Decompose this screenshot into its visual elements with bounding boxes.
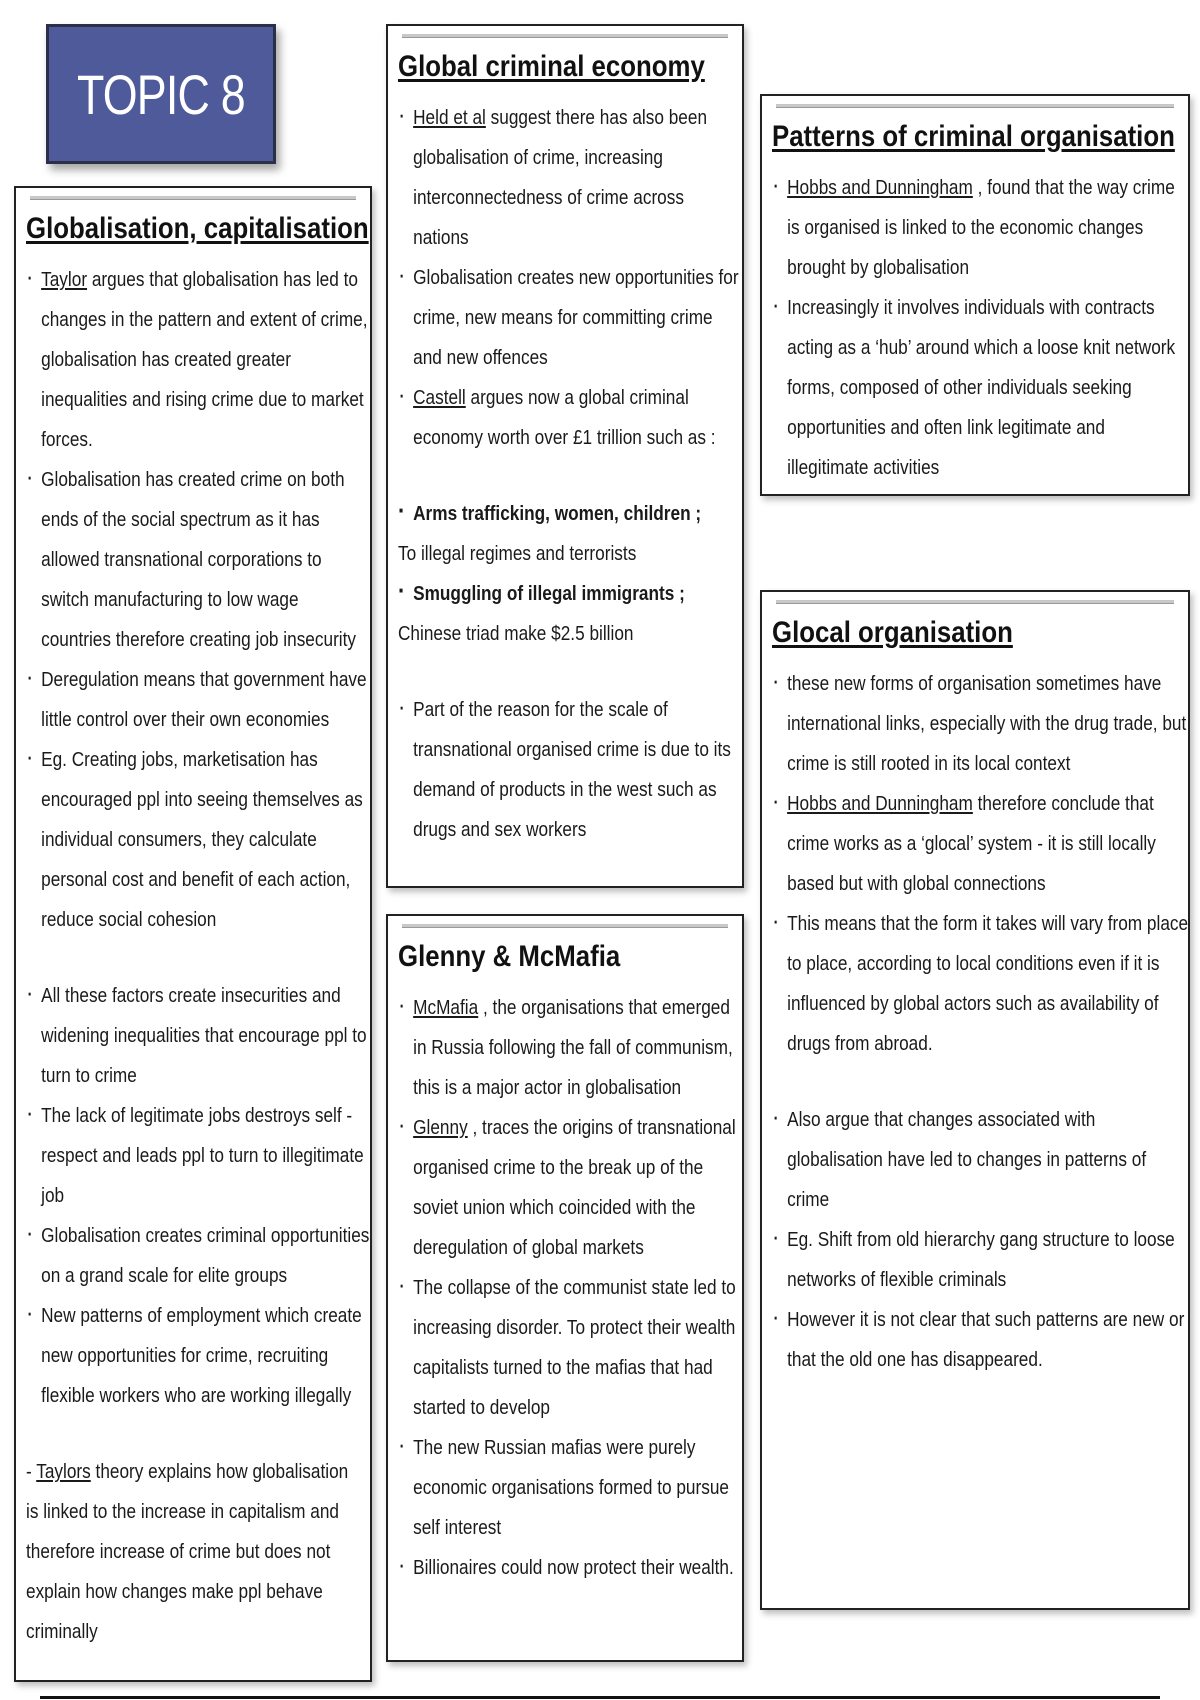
list-item: · Eg. Creating jobs, marketisation has encouraged ppl into seeing themselves as individual consumers, they calculate personal cost and benefit of each action, reduce social cohesion — [26, 740, 372, 940]
list-item: · Castell argues now a global criminal economy worth over £1 trillion such as : — [398, 378, 744, 458]
author-name: Held et al — [413, 106, 486, 129]
sub-text: To illegal regimes and terrorists — [398, 542, 637, 565]
bullet-list — [772, 1100, 1185, 1380]
list-item: · Taylor argues that globalisation has led to changes in the pattern and extent of crime, globalisation has created greater inequalities and rising crime due to market forces. — [26, 260, 372, 460]
bullet-list — [772, 168, 1178, 488]
list-item: · Globalisation has created crime on both ends of the social spectrum as it has allowed transnational corporations to switch manufacturing to low wage countries therefore creating job insecurity — [26, 460, 372, 660]
panel-divider — [30, 196, 356, 200]
panel-patterns-criminal-organisation — [760, 94, 1190, 496]
panel-title: Patterns of criminal organisation — [772, 120, 1175, 153]
panel-divider — [402, 924, 728, 928]
list-item: · Glenny , traces the origins of transnational organised crime to the break up of the soviet union which coincided with the deregulation of global markets — [398, 1108, 744, 1268]
list-item: · The collapse of the communist state led to increasing disorder. To protect their wealth capitalists turned to the mafias that had started to develop — [398, 1268, 744, 1428]
panel-title: Globalisation, capitalisation — [26, 212, 369, 245]
bullet-list — [398, 988, 736, 1588]
bullet-list — [398, 494, 732, 534]
author-name: Castell — [413, 386, 466, 409]
list-item: · Also argue that changes associated with globalisation have led to changes in patterns of crime — [772, 1100, 1190, 1220]
author-name: McMafia — [413, 996, 479, 1019]
bullet-list — [772, 664, 1189, 1064]
bullet-list — [26, 976, 370, 1416]
list-item: · New patterns of employment which create new opportunities for crime, recruiting flexible workers who are working illegally — [26, 1296, 372, 1416]
list-item: · The new Russian mafias were purely economic organisations formed to pursue self interest — [398, 1428, 744, 1548]
list-item: · Deregulation means that government have little control over their own economies — [26, 660, 372, 740]
panel-divider — [402, 34, 728, 38]
topic-heading-box — [46, 24, 276, 164]
bottom-divider — [40, 1696, 1160, 1699]
list-item: · Part of the reason for the scale of transnational organised crime is due to its demand of products in the west such as drugs and sex workers — [398, 690, 744, 850]
author-name: Hobbs and Dunningham — [787, 792, 973, 815]
list-item: · Smuggling of illegal immigrants ; — [398, 574, 744, 614]
evaluation-text: - Taylors theory explains how globalisation is linked to the increase in capitalism and therefore increase of crime but does not explain how changes make ppl behave criminally — [26, 1460, 349, 1643]
author-name: Taylor — [41, 268, 88, 291]
list-item: · Globalisation creates new opportunities for crime, new means for committing crime and new offences — [398, 258, 744, 378]
panel-glenny-mcmafia — [386, 914, 744, 1662]
list-item: · Increasingly it involves individuals with contracts acting as a ‘hub’ around which a loose knit network forms, composed of other individuals seeking opportunities and often link legitimate and illegitimate activities — [772, 288, 1190, 488]
list-item: · Globalisation creates criminal opportunities on a grand scale for elite groups — [26, 1216, 372, 1296]
list-item: · Hobbs and Dunningham , found that the way crime is organised is linked to the economic changes brought by globalisation — [772, 168, 1190, 288]
list-item: · Held et al suggest there has also been globalisation of crime, increasing interconnectedness of crime across nations — [398, 98, 744, 258]
bullet-list — [26, 260, 368, 940]
list-item: · Hobbs and Dunningham therefore conclude that crime works as a ‘glocal’ system - it is still locally based but with global connections — [772, 784, 1190, 904]
author-name: Taylors — [36, 1460, 91, 1483]
panel-title: Global criminal economy — [398, 50, 705, 83]
list-item: · However it is not clear that such patterns are new or that the old one has disappeared. — [772, 1300, 1190, 1380]
author-name: Hobbs and Dunningham — [787, 176, 973, 199]
panel-glocal-organisation — [760, 590, 1190, 1610]
panel-divider — [776, 600, 1174, 604]
panel-divider — [776, 104, 1174, 108]
list-item: · This means that the form it takes will vary from place to place, according to local conditions even if it is influenced by global actors such as availability of drugs from abroad. — [772, 904, 1190, 1064]
list-item: · these new forms of organisation sometimes have international links, especially with the drug trade, but crime is still rooted in its local context — [772, 664, 1190, 784]
list-item: · The lack of legitimate jobs destroys self - respect and leads ppl to turn to illegitimate job — [26, 1096, 372, 1216]
list-item: · Billionaires could now protect their wealth. — [398, 1548, 744, 1588]
panel-globalisation — [14, 186, 372, 1682]
panel-title: Glenny & McMafia — [398, 940, 621, 973]
panel-title: Glocal organisation — [772, 616, 1013, 649]
bullet-list — [398, 574, 732, 614]
list-item: · McMafia , the organisations that emerged in Russia following the fall of communism, this is a major actor in globalisation — [398, 988, 744, 1108]
topic-heading: TOPIC 8 — [77, 62, 245, 126]
list-item: · All these factors create insecurities and widening inequalities that encourage ppl to turn to crime — [26, 976, 372, 1096]
bullet-list — [398, 690, 732, 850]
sub-text: Chinese triad make $2.5 billion — [398, 622, 634, 645]
bullet-list — [398, 98, 739, 458]
list-item: · Arms trafficking, women, children ; — [398, 494, 744, 534]
author-name: Glenny — [413, 1116, 468, 1139]
panel-global-criminal-economy — [386, 24, 744, 888]
list-item: · Eg. Shift from old hierarchy gang structure to loose networks of flexible criminals — [772, 1220, 1190, 1300]
